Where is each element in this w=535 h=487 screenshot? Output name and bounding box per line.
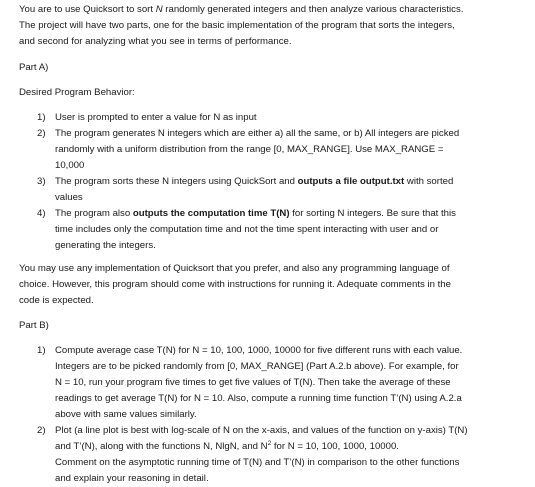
part-a-subheading-text: Desired Program Behavior: (19, 87, 135, 98)
intro-paragraph (19, 2, 519, 50)
item-bold-text: outputs the computation time T(N) (132, 208, 290, 219)
item-line: Integers are to be picked randomly from [0, MAX_RANGE] (Part A.2.b above). For example, for (55, 361, 459, 372)
item-line: N = 10, run your program five times to get five values of T(N). Then take the average of these (55, 377, 451, 388)
list-number: 1) (37, 345, 46, 356)
item-line: and explain your reasoning in detail. (55, 473, 209, 484)
item-line (55, 174, 517, 190)
intro-line-1-n: N (155, 4, 163, 15)
list-number: 2) (37, 425, 46, 436)
intro-line-1-start: You are to use Quicksort to sort (19, 4, 156, 15)
part-b-heading (19, 318, 519, 334)
item-line (55, 439, 517, 455)
part-a-list (37, 110, 517, 254)
list-number: 1) (37, 112, 46, 123)
superscript: 2 (267, 439, 272, 447)
item-text: and T’(N), along with the functions N, NlgN, and N (55, 441, 268, 452)
part-b-list (37, 343, 517, 487)
part-b-item-1 (37, 343, 517, 423)
item-bold-text: outputs a file output.txt (297, 176, 405, 187)
intro-line-3: and second for analyzing what you see in terms of performance. (19, 36, 292, 47)
part-a-item-3 (37, 174, 517, 206)
intro-line-1 (19, 2, 519, 18)
item-line: readings to get average T(N) for N = 10. Also, compute a running time function T’(N) using A.2.a (55, 393, 462, 404)
part-a-item-2 (37, 126, 517, 174)
middle-paragraph (19, 261, 519, 309)
item-line: User is prompted to enter a value for N as input (55, 112, 257, 123)
part-b-heading-text: Part B) (19, 320, 49, 331)
list-number: 3) (37, 176, 46, 187)
item-line: values (55, 192, 83, 203)
item-line: above with same values similarly. (55, 409, 197, 420)
item-line: time includes only the computation time and not the time spent interacting with user and or (55, 224, 439, 235)
item-line: Compute average case T(N) for N = 10, 100, 1000, 10000 for five different runs with each value. (55, 345, 463, 356)
item-line: generating the integers. (55, 240, 156, 251)
item-line: Plot (a line plot is best with log-scale of N on the x-axis, and values of the function on y-axis) T(N) (55, 425, 468, 436)
item-line: Comment on the asymptotic running time of T(N) and T’(N) in comparison to the other functions (55, 457, 460, 468)
middle-line-3: code is expected. (19, 295, 94, 306)
list-number: 2) (37, 128, 46, 139)
item-text: for sorting N integers. Be sure that this (289, 208, 456, 219)
item-text: The program also (55, 208, 133, 219)
part-a-subheading (19, 85, 519, 101)
item-line: The program generates N integers which are either a) all the same, or b) All integers are picked (55, 128, 460, 139)
item-line: randomly with a uniform distribution from the range [0, MAX_RANGE]. Use MAX_RANGE = (55, 144, 444, 155)
middle-line-2: choice. However, this program should come with instructions for running it. Adequate comments in the (19, 279, 451, 290)
part-a-item-1 (37, 110, 517, 126)
part-a-heading-text: Part A) (19, 62, 49, 73)
list-number: 4) (37, 208, 46, 219)
part-a-heading (19, 60, 519, 76)
item-text: with sorted (404, 176, 454, 187)
intro-line-1-end: randomly generated integers and then analyze various characteristics. (162, 4, 464, 15)
middle-line-1: You may use any implementation of Quicksort that you prefer, and also any programming language of (19, 263, 450, 274)
item-line: 10,000 (55, 160, 85, 171)
intro-line-2: The project will have two parts, one for the basic implementation of the program that sorts the integers, (19, 20, 455, 31)
part-a-item-4 (37, 206, 517, 254)
item-text: for N = 10, 100, 1000, 10000. (271, 441, 399, 452)
part-b-item-2 (37, 423, 517, 487)
item-line (55, 206, 517, 222)
item-text: The program sorts these N integers using QuickSort and (55, 176, 298, 187)
